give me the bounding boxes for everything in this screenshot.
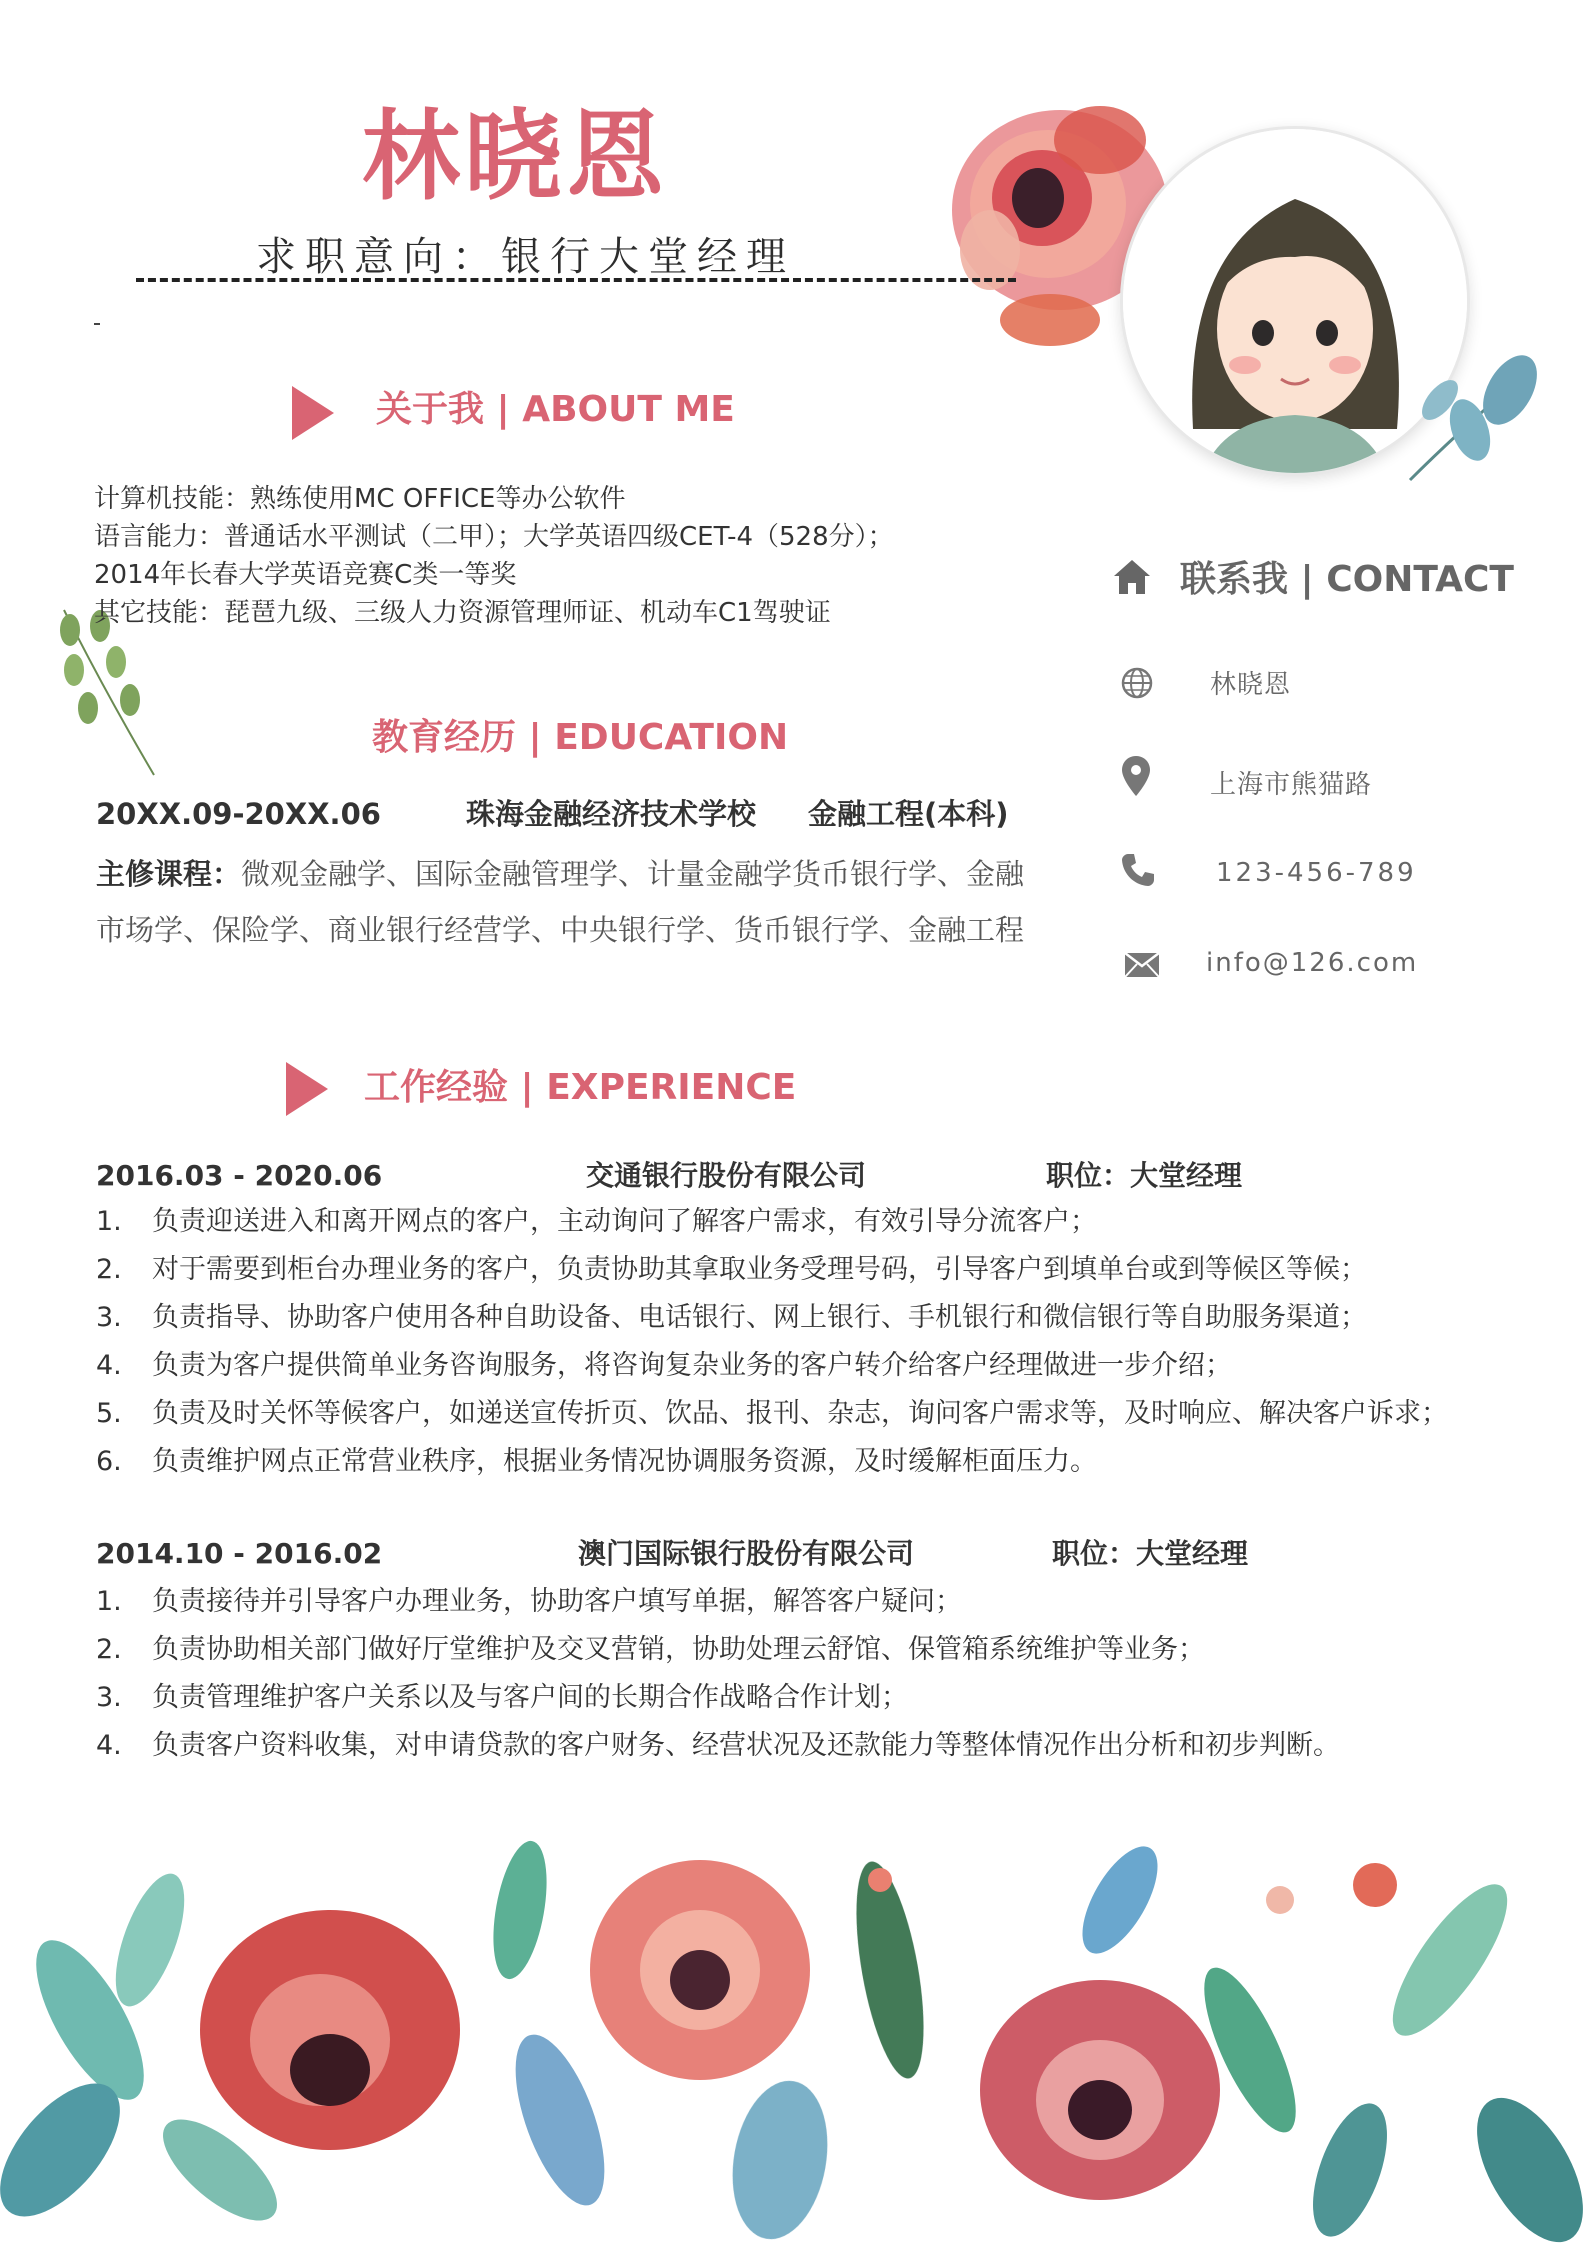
courses-line-1: 微观金融学、国际金融管理学、计量金融学货币银行学、金融 (241, 857, 1025, 891)
home-icon (1112, 558, 1152, 596)
about-content (94, 480, 894, 632)
job-intent (136, 232, 1016, 282)
job-intent-label: 求职意向： (256, 234, 501, 280)
job-2-company: 澳门国际银行股份有限公司 (578, 1537, 915, 1570)
floral-decoration-bottom (0, 1790, 1588, 2245)
contact-address: 上海市熊猫路 (1210, 770, 1373, 800)
job-1-period: 2016.03 - 2020.06 (96, 1159, 383, 1192)
job-2-period: 2014.10 - 2016.02 (96, 1537, 383, 1570)
about-title: 关于我 | ABOUT ME (376, 389, 735, 430)
list-item: 2. 对于需要到柜台办理业务的客户，负责协助其拿取业务受理号码，引导客户到填单台或到等候区等候； (96, 1254, 1367, 1285)
location-pin-icon (1122, 756, 1150, 796)
divider-mark (94, 323, 100, 325)
education-major: 金融工程(本科) (808, 797, 1009, 831)
list-item: 6. 负责维护网点正常营业秩序，根据业务情况协调服务资源，及时缓解柜面压力。 (96, 1446, 1097, 1477)
job-2-duties (96, 1578, 1340, 1770)
about-line: 其它技能：琵琶九级、三级人力资源管理师证、机动车C1驾驶证 (94, 598, 831, 628)
list-item: 3. 负责管理维护客户关系以及与客户间的长期合作战略合作计划； (96, 1682, 908, 1713)
courses-line-2: 市场学、保险学、商业银行经营学、中央银行学、货币银行学、金融工程 (96, 913, 1025, 947)
about-line: 语言能力：普通话水平测试（二甲）；大学英语四级CET-4（528分）； (94, 522, 894, 552)
contact-email: info@126.com (1206, 948, 1419, 978)
candidate-name: 林晓恩 (362, 100, 669, 214)
education-period: 20XX.09-20XX.06 (96, 797, 381, 831)
mail-icon (1124, 952, 1160, 978)
job-1-company: 交通银行股份有限公司 (586, 1159, 867, 1192)
list-item: 1. 负责接待并引导客户办理业务，协助客户填写单据，解答客户疑问； (96, 1586, 962, 1617)
list-item: 1. 负责迎送进入和离开网点的客户，主动询问了解客户需求，有效引导分流客户； (96, 1206, 1097, 1237)
about-line: 计算机技能：熟练使用MC OFFICE等办公软件 (94, 484, 626, 514)
education-title: 教育经历 | EDUCATION (372, 717, 789, 758)
globe-icon (1120, 666, 1154, 700)
job-1-duties (96, 1198, 1448, 1486)
about-triangle-icon (292, 386, 334, 440)
experience-title: 工作经验 | EXPERIENCE (364, 1067, 797, 1108)
contact-phone: 123-456-789 (1216, 858, 1417, 888)
education-courses (96, 846, 1024, 958)
education-school: 珠海金融经济技术学校 (466, 797, 757, 831)
list-item: 4. 负责为客户提供简单业务咨询服务，将咨询复杂业务的客户转介给客户经理做进一步介绍； (96, 1350, 1232, 1381)
job-1-position: 职位：大堂经理 (1046, 1159, 1243, 1192)
contact-title: 联系我 | CONTACT (1180, 559, 1514, 600)
courses-label: 主修课程： (96, 857, 242, 891)
experience-triangle-icon (286, 1062, 328, 1116)
phone-icon (1120, 852, 1156, 888)
leaf-decoration-right (1390, 350, 1550, 490)
about-line: 2014年长春大学英语竞赛C类一等奖 (94, 560, 517, 590)
list-item: 4. 负责客户资料收集，对申请贷款的客户财务、经营状况及还款能力等整体情况作出分析和初步判断。 (96, 1730, 1340, 1761)
job-2-position: 职位：大堂经理 (1052, 1537, 1249, 1570)
contact-name: 林晓恩 (1210, 670, 1292, 700)
list-item: 3. 负责指导、协助客户使用各种自助设备、电话银行、网上银行、手机银行和微信银行等自助服务渠道； (96, 1302, 1367, 1333)
job-intent-value: 银行大堂经理 (501, 234, 795, 280)
list-item: 2. 负责协助相关部门做好厅堂维护及交叉营销，协助处理云舒馆、保管箱系统维护等业务； (96, 1634, 1205, 1665)
list-item: 5. 负责及时关怀等候客户，如递送宣传折页、饮品、报刊、杂志，询问客户需求等，及时响应、解决客户诉求； (96, 1398, 1448, 1429)
